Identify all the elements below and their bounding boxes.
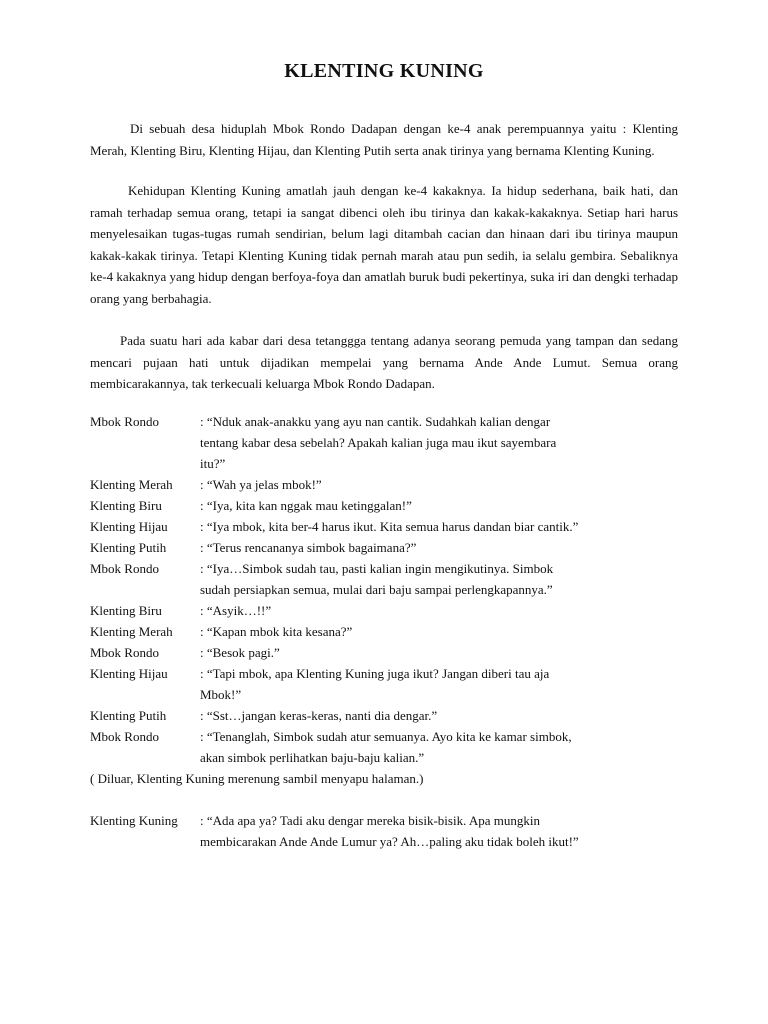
dialogue-line xyxy=(90,537,690,558)
speaker-name: Klenting Hijau xyxy=(90,519,168,534)
speech-text: : “Tenanglah, Simbok sudah atur semuanya. Ayo kita ke kamar simbok, akan simbok perlihatkan baju-baju kalian.” xyxy=(200,729,572,765)
dialogue-line xyxy=(90,810,690,852)
paragraph-1: Di sebuah desa hiduplah Mbok Rondo Dadapan dengan ke-4 anak perempuannya yaitu : Klenting Merah, Klenting Biru, Klenting Hijau, dan Klenting Putih serta anak tirinya yang bernama Klenting Kuning. xyxy=(90,121,678,158)
speaker-name: Klenting Biru xyxy=(90,498,162,513)
stage-direction: ( Diluar, Klenting Kuning merenung sambil menyapu halaman.) xyxy=(90,771,424,786)
story-title: KLENTING KUNING xyxy=(284,60,484,82)
speaker-name: Klenting Biru xyxy=(90,603,162,618)
speech-text: : “Asyik…!!” xyxy=(200,603,272,618)
dialogue-line xyxy=(90,621,690,642)
speaker-name: Mbok Rondo xyxy=(90,414,159,429)
dialogue-line xyxy=(90,663,690,705)
speaker-name: Klenting Putih xyxy=(90,708,167,723)
speech-text: : “Nduk anak-anakku yang ayu nan cantik. Sudahkah kalian dengar tentang kabar desa sebelah? Apakah kalian juga mau ikut sayembara itu?” xyxy=(200,414,557,471)
dialogue-line xyxy=(90,642,690,663)
dialogue-line xyxy=(90,600,690,621)
dialogue-line xyxy=(90,516,690,537)
dialogue-section xyxy=(90,411,690,852)
speaker-name: Klenting Hijau xyxy=(90,666,168,681)
blank-line xyxy=(90,789,690,810)
speech-text: : “Kapan mbok kita kesana?” xyxy=(200,624,353,639)
paragraph-3: Pada suatu hari ada kabar dari desa tetanggga tentang adanya seorang pemuda yang tampan dan sedang mencari pujaan hati untuk dijadikan mempelai yang bernama Ande Ande Lumut. Semua orang membicarakannya, tak terkecuali keluarga Mbok Rondo Dadapan. xyxy=(90,333,678,391)
speech-text: : “Tapi mbok, apa Klenting Kuning juga ikut? Jangan diberi tau aja Mbok!” xyxy=(200,666,550,702)
dialogue-line xyxy=(90,495,690,516)
dialogue-line xyxy=(90,726,690,768)
speech-text: : “Wah ya jelas mbok!” xyxy=(200,477,322,492)
speaker-name: Klenting Merah xyxy=(90,477,173,492)
speech-text: : “Ada apa ya? Tadi aku dengar mereka bisik-bisik. Apa mungkin membicarakan Ande Ande Lumur ya? Ah…paling aku tidak boleh ikut!” xyxy=(200,813,579,849)
speech-text: : “Sst…jangan keras-keras, nanti dia dengar.” xyxy=(200,708,438,723)
speaker-name: Mbok Rondo xyxy=(90,645,159,660)
speaker-name: Klenting Putih xyxy=(90,540,167,555)
speech-text: : “Iya…Simbok sudah tau, pasti kalian ingin mengikutinya. Simbok sudah persiapkan semua, mulai dari baju sampai perlengkapannya.” xyxy=(200,561,554,597)
speaker-name: Mbok Rondo xyxy=(90,561,159,576)
speaker-name: Klenting Kuning xyxy=(90,813,178,828)
dialogue-line xyxy=(90,411,690,474)
speaker-name: Mbok Rondo xyxy=(90,729,159,744)
speech-text: : “Iya mbok, kita ber-4 harus ikut. Kita semua harus dandan biar cantik.” xyxy=(200,519,579,534)
dialogue-line xyxy=(90,705,690,726)
speaker-name: Klenting Merah xyxy=(90,624,173,639)
speech-text: : “Besok pagi.” xyxy=(200,645,280,660)
dialogue-line xyxy=(90,558,690,600)
dialogue-line xyxy=(90,474,690,495)
speech-text: : “Terus rencananya simbok bagaimana?” xyxy=(200,540,417,555)
speech-text: : “Iya, kita kan nggak mau ketinggalan!” xyxy=(200,498,412,513)
paragraph-2: Kehidupan Klenting Kuning amatlah jauh dengan ke-4 kakaknya. Ia hidup sederhana, baik hati, dan ramah terhadap semua orang, tetapi ia sangat dibenci oleh ibu tirinya dan kakak-kakaknya. Setiap hari harus menyelesaikan tugas-tugas rumah sendirian, belum lagi ditambah cacian dan hinaan dari ibu tirinya maupun kakak-kakak tirinya. Tetapi Klenting Kuning tidak pernah marah atau pun sedih, ia selalu gembira. Sebaliknya ke-4 kakaknya yang hidup dengan berfoya-foya dan amatlah buruk budi pekertinya, suka iri dan dengki terhadap orang yang berbahagia. xyxy=(90,183,678,306)
